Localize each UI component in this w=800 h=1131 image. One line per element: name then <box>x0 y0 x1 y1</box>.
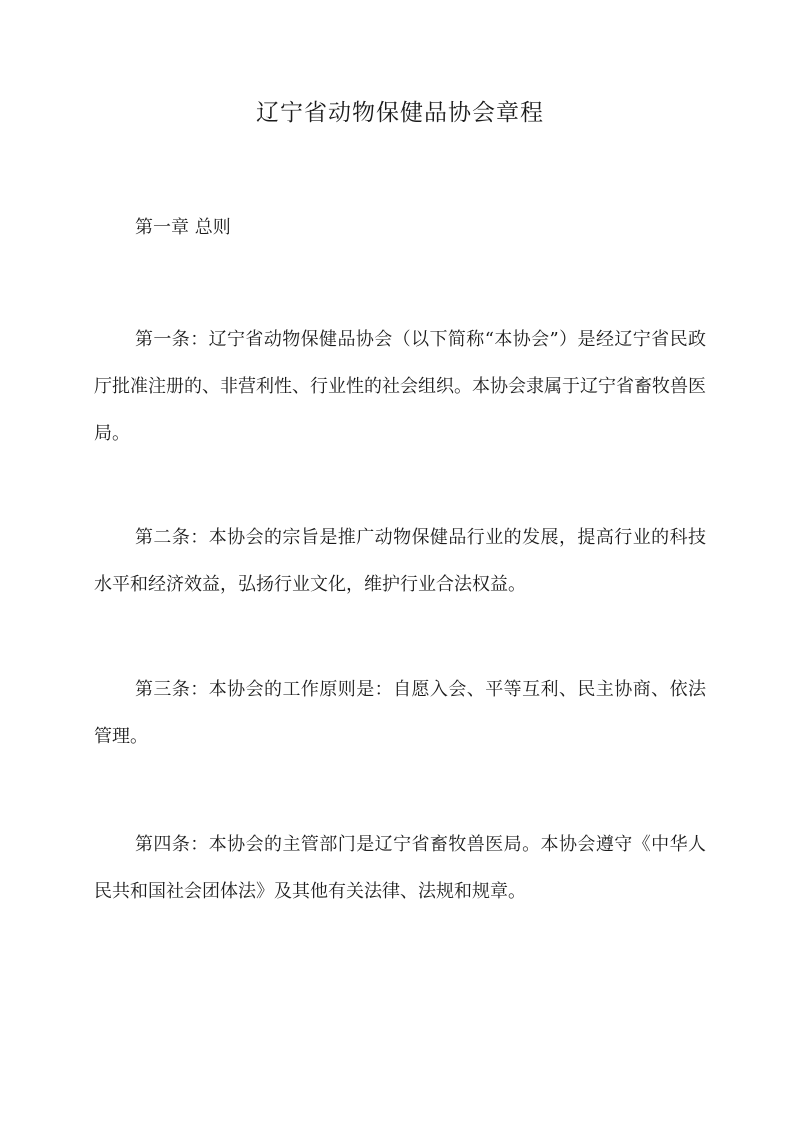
article-1: 第一条：辽宁省动物保健品协会（以下简称“本协会”）是经辽宁省民政厅批准注册的、非营利性、行业性的社会组织。本协会隶属于辽宁省畜牧兽医局。 <box>94 329 706 444</box>
article-4: 第四条：本协会的主管部门是辽宁省畜牧兽医局。本协会遵守《中华人民共和国社会团体法》及其他有关法律、法规和规章。 <box>94 834 706 902</box>
chapter-heading: 第一章 总则 <box>135 217 231 238</box>
document-title: 辽宁省动物保健品协会章程 <box>256 100 544 126</box>
article-2: 第二条：本协会的宗旨是推广动物保健品行业的发展，提高行业的科技水平和经济效益，弘扬行业文化，维护行业合法权益。 <box>94 527 706 595</box>
article-3: 第三条：本协会的工作原则是：自愿入会、平等互利、民主协商、依法管理。 <box>94 679 706 747</box>
